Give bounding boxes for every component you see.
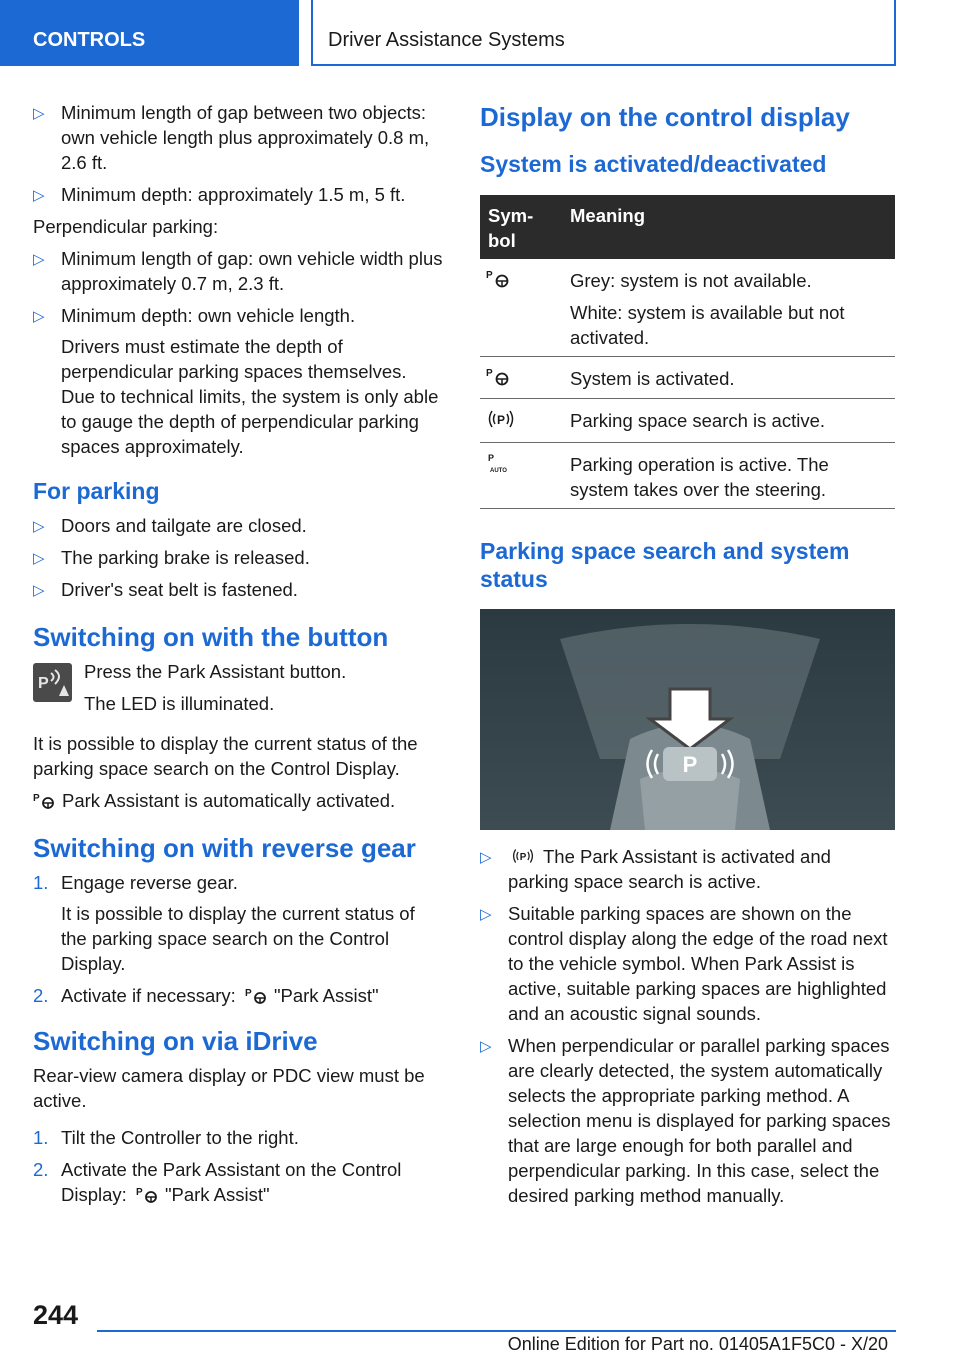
svg-text:P: P <box>33 793 40 804</box>
table-row <box>480 259 895 357</box>
table-cell-symbol <box>480 399 562 443</box>
bullet-text: Minimum depth: own vehicle length. <box>61 305 356 326</box>
step-text: Activate the Park Assistant on the Control Display: <box>61 1159 402 1205</box>
meaning-line: Grey: system is not available. <box>570 270 812 291</box>
chapter-title <box>311 0 896 66</box>
bullet-item <box>33 577 445 602</box>
bullet-note: Drivers must estimate the depth of perpendicular parking spaces themselves. Due to technical limits, the system is only able to gauge the depth of perpendicular parking spaces approximately. <box>61 336 439 457</box>
table-header-row <box>480 195 895 259</box>
step-number: 2. <box>33 1159 49 1180</box>
idrive-paragraph: Rear-view camera display or PDC view must be active. <box>33 1065 425 1111</box>
svg-text:P: P <box>244 988 252 999</box>
step-number: 1. <box>33 872 49 893</box>
park-assist-grey-icon <box>486 268 512 288</box>
bullet-item <box>480 1033 895 1208</box>
table-header-meaning: Meaning <box>562 195 895 259</box>
svg-text:P: P <box>135 1187 143 1198</box>
bullet-item <box>33 513 445 538</box>
bullet-item <box>33 182 445 207</box>
step-note: It is possible to display the current status of the parking space search on the Control Display. <box>61 903 415 974</box>
bullet-triangle-icon: ▷ <box>480 906 492 923</box>
bullet-item <box>480 901 895 1026</box>
bullet-text: The parking brake is released. <box>61 547 310 568</box>
svg-text:P: P <box>38 675 49 692</box>
bullet-text: Minimum length of gap: own vehicle width plus approximately 0.7 m, 2.3 ft. <box>61 248 443 294</box>
step-text: Tilt the Controller to the right. <box>61 1127 299 1148</box>
perpendicular-label: Perpendicular parking: <box>33 216 219 237</box>
svg-text:P: P <box>486 270 493 281</box>
system-status-heading: System is activated/deactivated <box>480 151 827 177</box>
bullet-triangle-icon: ▷ <box>33 582 45 599</box>
auto-activated-line <box>33 788 445 813</box>
bullet-text: Minimum depth: approximately 1.5 m, 5 ft. <box>61 184 406 205</box>
table-header-symbol <box>480 195 562 259</box>
meaning-line: System is activated. <box>570 368 735 389</box>
photo-p-label: P <box>682 752 698 777</box>
bullet-triangle-icon: ▷ <box>33 518 45 535</box>
step-item <box>33 870 445 976</box>
button-line-1: Press the Park Assistant button. <box>84 661 347 682</box>
svg-text:P: P <box>519 852 527 864</box>
meaning-line: White: system is available but not activated. <box>570 302 845 348</box>
table-cell-meaning <box>562 357 895 399</box>
step-item <box>33 1157 445 1207</box>
section-label: CONTROLS <box>33 29 146 51</box>
symbol-table <box>480 195 895 509</box>
search-status-heading: Parking space search and system status <box>480 538 850 592</box>
step-menu-item: "Park Assist" <box>164 1184 270 1205</box>
step-item <box>33 983 445 1008</box>
svg-text:P: P <box>497 413 506 427</box>
table-cell-meaning <box>562 399 895 443</box>
park-assist-icon <box>136 1185 160 1203</box>
meaning-line: Parking space search is active. <box>570 410 826 431</box>
bullet-text: Suitable parking spaces are shown on the control display along the edge of the road next to the vehicle symbol. When Park Assist is active, suitable parking spaces are highlighted and an acoustic signal sounds. <box>508 903 888 1024</box>
bullet-item <box>33 246 445 296</box>
edition-text: Online Edition for Part no. 01405A1F5C0 - X/20 <box>507 1334 888 1354</box>
page-number: 244 <box>33 1300 79 1330</box>
chapter-title-text: Driver Assistance Systems <box>328 29 565 51</box>
bullet-triangle-icon: ▷ <box>33 187 45 204</box>
footer-divider <box>97 1330 896 1332</box>
bullet-text: Driver's seat belt is fastened. <box>61 579 298 600</box>
bullet-triangle-icon: ▷ <box>480 1038 492 1055</box>
parking-space-search-icon <box>508 847 538 865</box>
control-display-heading: Display on the control display <box>480 102 850 132</box>
bullet-item <box>33 545 445 570</box>
step-text: Engage reverse gear. <box>61 872 238 893</box>
button-line-2: The LED is illuminated. <box>84 693 275 714</box>
bullet-triangle-icon: ▷ <box>33 550 45 567</box>
table-cell-meaning <box>562 443 895 509</box>
step-item <box>33 1125 445 1150</box>
park-assist-auto-icon <box>486 452 514 474</box>
svg-text:P: P <box>486 368 493 379</box>
bullet-triangle-icon: ▷ <box>480 849 492 866</box>
park-assist-icon <box>33 791 57 809</box>
idrive-heading: Switching on via iDrive <box>33 1026 318 1056</box>
right-column <box>480 100 895 1215</box>
table-row <box>480 399 895 443</box>
svg-text:P: P <box>488 453 495 463</box>
park-assist-active-icon <box>486 366 512 386</box>
svg-text:AUTO: AUTO <box>490 468 507 474</box>
step-text: Activate if necessary: <box>61 985 236 1006</box>
table-row <box>480 357 895 399</box>
bullet-triangle-icon: ▷ <box>33 105 45 122</box>
button-heading: Switching on with the button <box>33 622 389 652</box>
park-assistant-button-icon <box>33 663 72 702</box>
table-row <box>480 443 895 509</box>
meaning-line: Parking operation is active. The system takes over the steering. <box>570 454 829 500</box>
left-column <box>33 100 445 1214</box>
bullet-text: Doors and tailgate are closed. <box>61 515 307 536</box>
bullet-triangle-icon: ▷ <box>33 251 45 268</box>
step-number: 1. <box>33 1127 49 1148</box>
parking-space-search-icon <box>486 408 516 430</box>
auto-activated-text: Park Assistant is automatically activated. <box>62 790 396 811</box>
table-cell-symbol <box>480 357 562 399</box>
button-instruction <box>33 659 445 723</box>
parking-display-image <box>480 609 895 830</box>
bullet-item <box>480 844 895 894</box>
bullet-triangle-icon: ▷ <box>33 308 45 325</box>
table-cell-symbol <box>480 443 562 509</box>
bullet-text: Minimum length of gap between two objects: own vehicle length plus approximately 0.8 m, 2.6 ft. <box>61 102 430 173</box>
section-tab <box>0 0 299 66</box>
table-cell-meaning <box>562 259 895 357</box>
bullet-item <box>33 303 445 459</box>
button-paragraph: It is possible to display the current status of the parking space search on the Control Display. <box>33 733 418 779</box>
bullet-text: When perpendicular or parallel parking spaces are clearly detected, the system automatically selects the appropriate parking method. A selection menu is displayed for parking spaces that are large enough for both parallel and perpendicular parking. In this case, select the desired parking method manually. <box>508 1035 891 1206</box>
reverse-heading: Switching on with reverse gear <box>33 833 416 863</box>
bullet-text: The Park Assistant is activated and parking space search is active. <box>508 846 831 892</box>
step-number: 2. <box>33 985 49 1006</box>
bullet-item <box>33 100 445 175</box>
table-cell-symbol <box>480 259 562 357</box>
park-assist-icon <box>245 986 269 1004</box>
header-text: Symbol <box>488 205 534 251</box>
step-menu-item: "Park Assist" <box>273 985 379 1006</box>
for-parking-heading: For parking <box>33 478 160 504</box>
